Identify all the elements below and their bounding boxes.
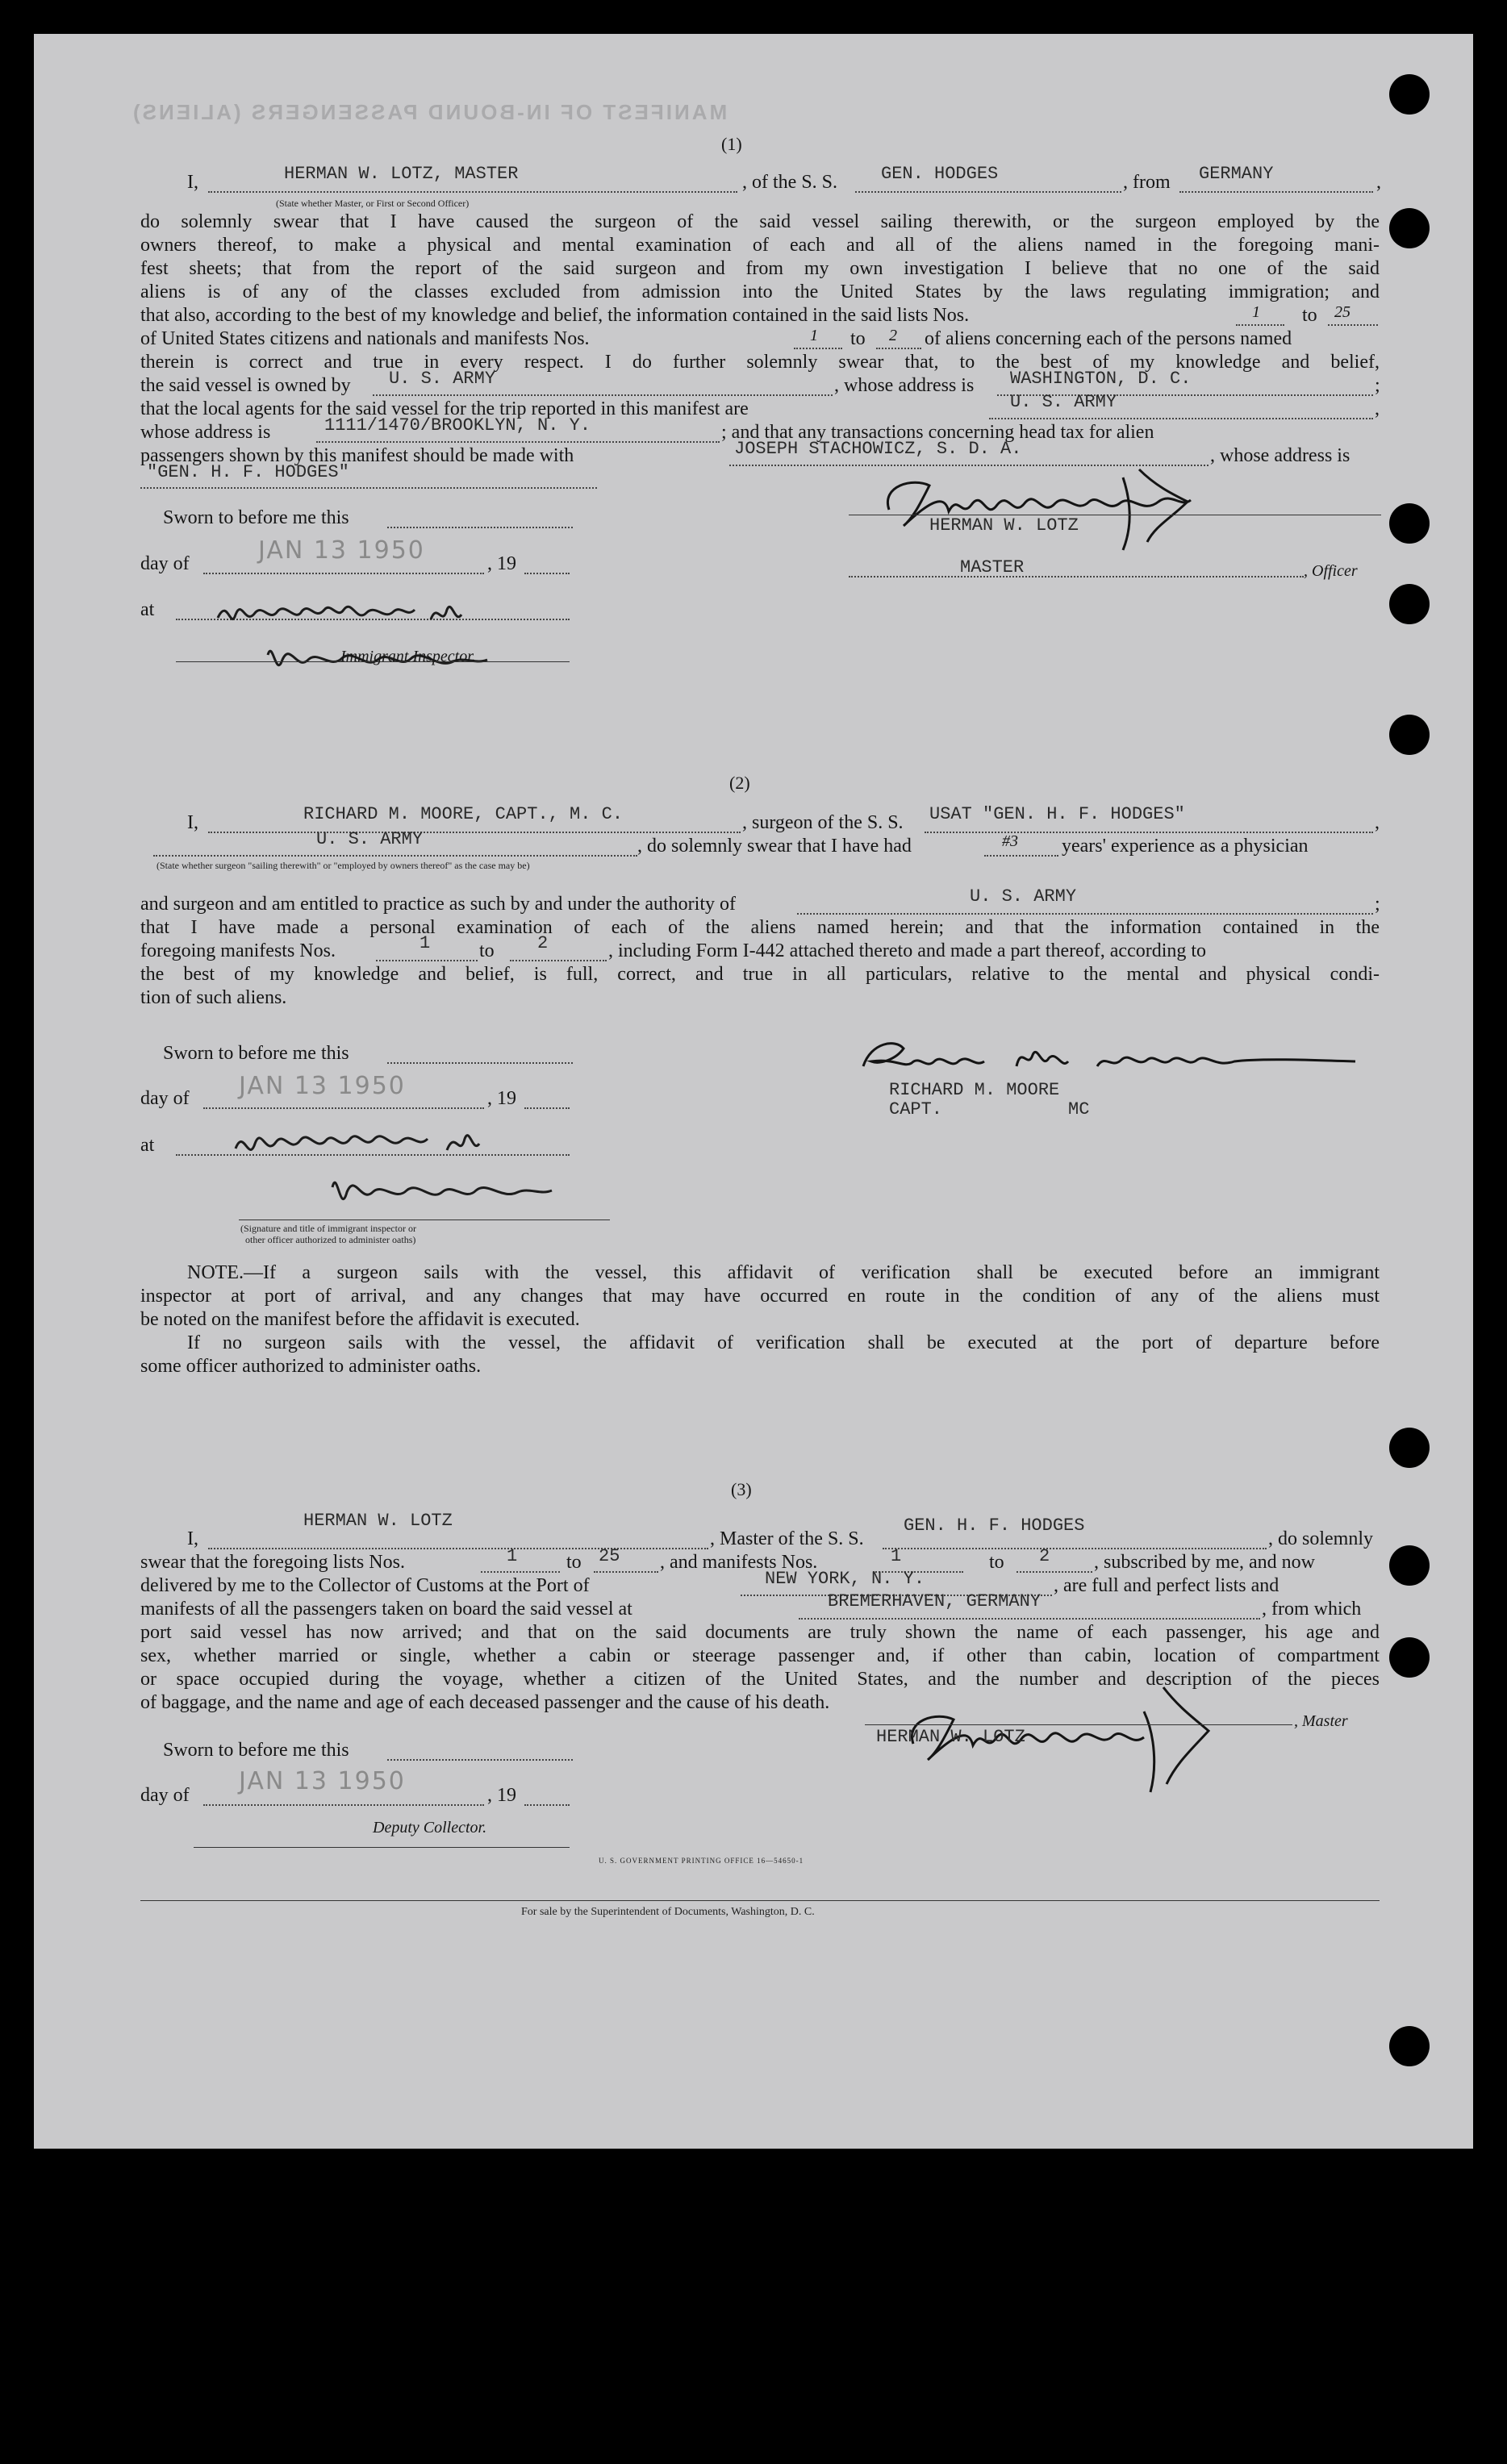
s3-line-1c: , subscribed by me, and now xyxy=(1094,1552,1315,1573)
s1-line-8a: the said vessel is owned by xyxy=(140,375,351,396)
semicolon: ; xyxy=(1375,894,1380,915)
s2-place-handwriting xyxy=(219,1107,607,1228)
sale-notice: For sale by the Superintendent of Documents, Washington, D. C. xyxy=(521,1906,815,1918)
blank-line xyxy=(849,576,1304,577)
element xyxy=(236,1136,428,1150)
blank-line xyxy=(799,1618,1260,1620)
punch-hole xyxy=(1389,1545,1430,1586)
s2-man-from: 1 xyxy=(420,933,431,953)
to-label: to xyxy=(989,1552,1004,1573)
s1-typed-name: HERMAN W. LOTZ xyxy=(929,515,1079,536)
s1-rank: MASTER xyxy=(960,557,1025,577)
s1-line-3: fest sheets; that from the report of the said surgeon and from my own investigation I believe that no one of the said xyxy=(140,258,1380,279)
comma: , xyxy=(1376,172,1381,193)
s3-line-3a: manifests of all the passengers taken on board the said vessel at xyxy=(140,1599,632,1620)
blank-line xyxy=(208,832,741,833)
element xyxy=(1144,1711,1154,1792)
punch-hole xyxy=(1389,74,1430,115)
agents-field: U. S. ARMY xyxy=(1010,392,1117,412)
to-label: to xyxy=(566,1552,582,1573)
s2-years: #3 xyxy=(1002,832,1018,850)
punch-hole xyxy=(1389,1637,1430,1678)
s2-sig-caption-1: (Signature and title of immigrant inspector or xyxy=(240,1223,416,1234)
element xyxy=(1016,1052,1068,1066)
blank-line xyxy=(1016,1571,1092,1573)
blank-line xyxy=(855,191,1121,193)
blank-line xyxy=(208,1548,708,1549)
s1-line-10a: whose address is xyxy=(140,422,271,443)
blank-line xyxy=(387,1759,573,1761)
s2-sworn: Sworn to before me this xyxy=(163,1043,349,1064)
section-1-number: (1) xyxy=(721,134,742,154)
element xyxy=(863,1044,984,1066)
element xyxy=(1097,1057,1355,1066)
s2-day-of: day of xyxy=(140,1088,190,1109)
s1-at: at xyxy=(140,599,155,620)
s1-sworn: Sworn to before me this xyxy=(163,507,349,528)
s2-line-4b: , including Form I-442 attached thereto and made a part thereof, according to xyxy=(608,940,1207,961)
s1-line-7: therein is correct and true in every respect. I do further solemnly swear that, to the best of my knowledge and belief, xyxy=(140,352,1380,373)
s1-i: I, xyxy=(187,172,198,193)
note-text-1: —If a surgeon sails with the vessel, this affidavit of verification shall be executed before an immigrant xyxy=(243,1262,1380,1283)
element xyxy=(332,1182,552,1199)
nineteen-label: , 19 xyxy=(487,553,516,574)
s2-line-4a: foregoing manifests Nos. xyxy=(140,940,336,961)
s1-line-9a: that the local agents for the said vessel for the trip reported in this manifest are xyxy=(140,398,749,419)
s3-line-5: sex, whether married or single, whether a cabin or steerage passenger and, if other than cabin, location of compartment xyxy=(140,1645,1380,1666)
s3-embark-field: BREMERHAVEN, GERMANY xyxy=(828,1591,1042,1611)
s3-line-1b: , and manifests Nos. xyxy=(660,1552,818,1573)
nineteen-label: , 19 xyxy=(487,1088,516,1109)
s1-officer-label: , Officer xyxy=(1304,562,1358,580)
to-label: to xyxy=(1302,305,1317,326)
s1-inspector-label: Immigrant Inspector. xyxy=(340,648,476,665)
s3-lists-from: 1 xyxy=(507,1546,518,1566)
blank-line xyxy=(387,1062,573,1064)
s1-line-10b: ; and that any transactions concerning head tax for alien xyxy=(721,422,1154,443)
to-label: to xyxy=(850,328,866,349)
element xyxy=(447,1136,479,1150)
element xyxy=(1163,1687,1209,1784)
blank-line xyxy=(989,418,1373,419)
affidavit-page xyxy=(34,34,1473,2149)
head-tax-address-field: "GEN. H. F. HODGES" xyxy=(147,462,349,482)
manifest-to: 2 xyxy=(889,327,897,344)
s1-day-of: day of xyxy=(140,553,190,574)
s3-line-3b: , from which xyxy=(1262,1599,1362,1620)
punch-hole xyxy=(1389,503,1430,544)
s1-line-2: owners thereof, to make a physical and mental examination of each and all of the aliens named in the foregoing mani- xyxy=(140,235,1380,256)
s3-line-6: or space occupied during the voyage, whether a citizen of the United States, and the number and description of the pieces xyxy=(140,1669,1380,1690)
s1-line-1: do solemnly swear that I have caused the surgeon of the said vessel sailing therewith, or the surgeon employed by the xyxy=(140,211,1380,232)
manifest-from: 1 xyxy=(810,327,818,344)
note-line-5: some officer authorized to administer oaths. xyxy=(140,1356,482,1377)
s1-line-5: that also, according to the best of my knowledge and belief, the information contained in the said lists Nos. xyxy=(140,305,970,326)
s3-master-name-field: HERMAN W. LOTZ xyxy=(303,1511,453,1531)
section-2-number: (2) xyxy=(729,773,750,793)
s3-man-to: 2 xyxy=(1039,1546,1050,1566)
s2-ship-field: USAT "GEN. H. F. HODGES" xyxy=(929,804,1185,824)
s3-lists-to: 25 xyxy=(599,1546,620,1566)
comma: , xyxy=(1375,398,1380,419)
blank-line xyxy=(510,960,607,961)
blank-line xyxy=(594,1571,658,1573)
s2-swear-b: years' experience as a physician xyxy=(1062,836,1309,857)
s2-line-2a: and surgeon and am entitled to practice as such by and under the authority of xyxy=(140,894,736,915)
s3-day-of: day of xyxy=(140,1785,190,1806)
s3-typed-name: HERMAN W. LOTZ xyxy=(876,1727,1025,1747)
to-label: to xyxy=(479,940,495,961)
ship-field: GEN. HODGES xyxy=(881,164,999,184)
note-line-3: be noted on the manifest before the affidavit is executed. xyxy=(140,1309,580,1330)
lists-to: 25 xyxy=(1334,303,1350,321)
blank-line xyxy=(316,441,720,443)
s3-line-7: of baggage, and the name and age of each deceased passenger and the cause of his death. xyxy=(140,1692,830,1713)
element xyxy=(865,1724,1292,1725)
nineteen-label: , 19 xyxy=(487,1785,516,1806)
s3-solemnly: , do solemnly xyxy=(1268,1528,1373,1549)
s2-line-6: tion of such aliens. xyxy=(140,987,287,1008)
blank-line xyxy=(1328,324,1378,326)
s3-line-1a: swear that the foregoing lists Nos. xyxy=(140,1552,405,1573)
head-tax-person-field: JOSEPH STACHOWICZ, S. D. A. xyxy=(734,439,1022,459)
s2-i: I, xyxy=(187,812,198,833)
s2-typed-name: RICHARD M. MOORE xyxy=(889,1080,1060,1100)
s3-line-2a: delivered by me to the Collector of Customs at the Port of xyxy=(140,1575,590,1596)
blank-line xyxy=(1236,324,1284,326)
s1-date-stamp: JAN 13 1950 xyxy=(258,536,425,565)
blank-line xyxy=(883,1548,1267,1549)
s2-man-to: 2 xyxy=(537,933,549,953)
s2-sig-caption-2: other officer authorized to administer oaths) xyxy=(245,1234,416,1245)
element xyxy=(431,607,461,619)
s2-employer-field: U. S. ARMY xyxy=(316,829,424,849)
punch-hole xyxy=(1389,584,1430,624)
punch-hole xyxy=(1389,715,1430,755)
s3-line-2b: , are full and perfect lists and xyxy=(1054,1575,1279,1596)
surgeon-name-field: RICHARD M. MOORE, CAPT., M. C. xyxy=(303,804,624,824)
s3-sworn: Sworn to before me this xyxy=(163,1740,349,1761)
blank-line xyxy=(524,573,570,574)
owner-address-field: WASHINGTON, D. C. xyxy=(1010,369,1192,389)
s3-i: I, xyxy=(187,1528,198,1549)
blank-line xyxy=(203,1804,484,1806)
note-line-1 xyxy=(187,1261,1380,1285)
lists-from: 1 xyxy=(1252,303,1260,321)
blank-line xyxy=(481,1571,560,1573)
blank-line xyxy=(203,573,484,574)
s2-typed-rank: CAPT. xyxy=(889,1099,943,1119)
s2-line-3: that I have made a personal examination of each of the aliens named herein; and that the information contained in the xyxy=(140,917,1380,938)
blank-line xyxy=(794,348,842,349)
comma: , xyxy=(1375,812,1380,833)
semicolon: ; xyxy=(1375,375,1380,396)
element xyxy=(140,1900,1380,1901)
of-the-ss: , of the S. S. xyxy=(742,172,838,193)
from-port-field: GERMANY xyxy=(1199,164,1274,184)
s1-place-handwriting xyxy=(195,582,534,695)
s3-collector-label: Deputy Collector. xyxy=(373,1819,487,1837)
section-3-number: (3) xyxy=(731,1479,752,1499)
blank-line xyxy=(376,960,478,961)
owner-field: U. S. ARMY xyxy=(389,369,496,389)
blank-line xyxy=(1179,191,1373,193)
note-label: NOTE. xyxy=(187,1262,244,1283)
blank-line xyxy=(524,1804,570,1806)
s3-date-stamp: JAN 13 1950 xyxy=(239,1767,406,1795)
from-label: , from xyxy=(1123,172,1171,193)
punch-hole xyxy=(1389,1428,1430,1468)
s1-line-6a: of United States citizens and nationals and manifests Nos. xyxy=(140,328,590,349)
blank-line xyxy=(373,394,833,396)
blank-line xyxy=(208,191,737,193)
agents-address-field: 1111/1470/BROOKLYN, N. Y. xyxy=(324,415,591,436)
s1-line-11b: , whose address is xyxy=(1210,445,1350,466)
s1-line-8b: , whose address is xyxy=(834,375,975,396)
blank-line xyxy=(153,855,637,857)
s2-authority-field: U. S. ARMY xyxy=(970,886,1077,907)
s3-man-from: 1 xyxy=(891,1546,902,1566)
blank-line xyxy=(797,913,1373,915)
printer-imprint: U. S. GOVERNMENT PRINTING OFFICE 16—54650-1 xyxy=(599,1857,804,1865)
s3-master-label: , Master xyxy=(1294,1712,1348,1730)
punch-hole xyxy=(1389,2026,1430,2066)
element xyxy=(194,1847,570,1848)
bleed-through-header: MANIFEST OF IN-BOUND PASSENGERS (ALIENS) xyxy=(131,100,728,124)
s1-line-4: aliens is of any of the classes excluded from admission into the United States by the laws regulating immigration; and xyxy=(140,281,1380,302)
blank-line xyxy=(140,487,597,489)
blank-line xyxy=(387,527,573,528)
s1-line-6b: of aliens concerning each of the persons named xyxy=(925,328,1292,349)
s3-port-field: NEW YORK, N. Y. xyxy=(765,1569,925,1589)
s2-date-stamp: JAN 13 1950 xyxy=(239,1072,406,1100)
blank-line xyxy=(925,832,1373,833)
s1-line-11a: passengers shown by this manifest should be made with xyxy=(140,445,574,466)
s2-swear-a: , do solemnly swear that I have had xyxy=(637,836,912,857)
s2-typed-corps: MC xyxy=(1068,1099,1090,1119)
note-line-4: If no surgeon sails with the vessel, the affidavit of verification shall be executed at the port of departure before xyxy=(187,1332,1380,1353)
s2-surgeon-of: , surgeon of the S. S. xyxy=(742,812,904,833)
element xyxy=(1123,477,1129,550)
element xyxy=(218,607,415,619)
s3-master-of: , Master of the S. S. xyxy=(710,1528,864,1549)
punch-hole xyxy=(1389,208,1430,248)
master-name-field: HERMAN W. LOTZ, MASTER xyxy=(284,164,519,184)
s2-at: at xyxy=(140,1135,155,1156)
s2-line-5: the best of my knowledge and belief, is full, correct, and true in all particulars, relative to the mental and physical condi- xyxy=(140,964,1380,985)
s1-master-signature xyxy=(865,453,1284,558)
master-caption: (State whether Master, or First or Second Officer) xyxy=(276,198,470,209)
s3-line-4: port said vessel has now arrived; and that on the said documents are truly shown the name of each passenger, his age and xyxy=(140,1622,1380,1643)
s3-ship-field: GEN. H. F. HODGES xyxy=(904,1516,1085,1536)
blank-line xyxy=(984,855,1058,857)
s2-caption: (State whether surgeon "sailing therewith" or "employed by owners thereof" as the case may be) xyxy=(157,860,530,871)
note-line-2: inspector at port of arrival, and any changes that may have occurred en route in the condition of any of the aliens must xyxy=(140,1286,1380,1307)
blank-line xyxy=(876,348,921,349)
element xyxy=(239,1219,610,1220)
